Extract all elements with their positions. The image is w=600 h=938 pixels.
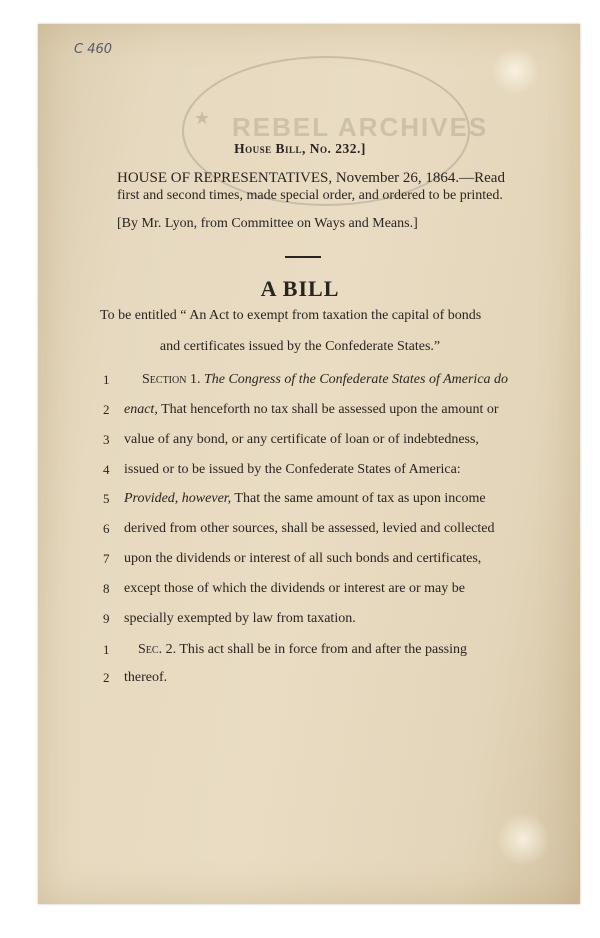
by-line: [By Mr. Lyon, from Committee on Ways and Means.] — [117, 216, 418, 231]
line-number: 1 — [103, 372, 110, 387]
line-number: 5 — [103, 491, 110, 506]
section1-line-6: derived from other sources, shall be assessed, levied and collected — [124, 521, 495, 536]
line-number: 3 — [103, 432, 110, 447]
section1-line-2 — [124, 402, 499, 418]
section2-heading: Sec. 2. — [138, 642, 177, 657]
line-number: 7 — [103, 551, 110, 566]
section2-line-1 — [138, 642, 467, 658]
bill-title: A BILL — [260, 276, 340, 301]
line-number: 4 — [103, 462, 110, 477]
section1-heading: Section 1. — [142, 372, 201, 387]
entitled-line-1: To be entitled “ An Act to exempt from taxation the capital of bonds — [100, 308, 482, 323]
line-number: 2 — [103, 402, 110, 417]
section1-line-4: issued or to be issued by the Confederate States of America: — [124, 462, 461, 477]
house-line-1: HOUSE OF REPRESENTATIVES, November 26, 1864.—Read — [117, 170, 505, 186]
line-number: 9 — [103, 611, 110, 626]
section1-line-1 — [142, 372, 508, 388]
stamp-text: REBEL ARCHIVES — [232, 112, 489, 142]
handwritten-note: C 460 — [74, 42, 113, 57]
section1-line-7: upon the dividends or interest of all such bonds and certificates, — [124, 551, 482, 566]
section2-line-2: thereof. — [124, 670, 168, 685]
section1-line-5-text: That the same amount of tax as upon income — [231, 491, 486, 506]
enacting-clause: The Congress of the Confederate States of America do — [203, 372, 509, 387]
section1-line-8: except those of which the dividends or interest are or may be — [124, 581, 465, 596]
provided-clause: Provided, however, — [124, 491, 232, 506]
entitled-line-2: and certificates issued by the Confederate States.” — [159, 339, 441, 354]
line-number: 2 — [103, 670, 110, 685]
line-number: 8 — [103, 581, 110, 596]
house-bill-number: House Bill, No. 232.] — [234, 141, 366, 156]
house-line-2: first and second times, made special order, and ordered to be printed. — [117, 188, 503, 203]
enact-word: enact, — [124, 402, 158, 417]
section1-line-9: specially exempted by law from taxation. — [124, 611, 356, 626]
line-number: 1 — [103, 642, 110, 657]
section1-line-2-text: That henceforth no tax shall be assessed upon the amount or — [157, 402, 499, 417]
section1-line-3: value of any bond, or any certificate of loan or of indebtedness, — [124, 432, 479, 447]
paper-stain — [496, 812, 550, 866]
paper-stain — [490, 48, 540, 94]
star-icon: ★ — [194, 108, 211, 128]
line-number: 6 — [103, 521, 110, 536]
section1-line-5 — [124, 491, 486, 507]
section2-line-1-text: This act shall be in force from and after the passing — [176, 642, 468, 657]
divider-rule — [285, 256, 321, 258]
